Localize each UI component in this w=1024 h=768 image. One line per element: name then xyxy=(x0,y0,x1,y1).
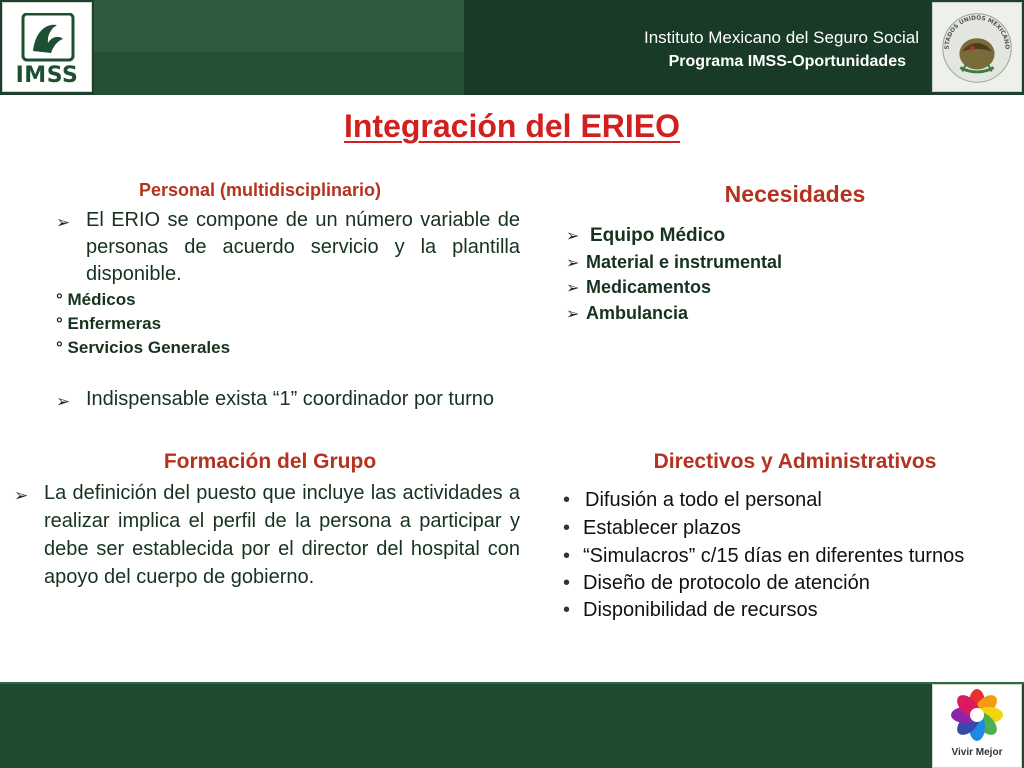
list-item: • Diseño de protocolo de atención xyxy=(563,572,870,594)
dot-bullet-icon: • xyxy=(563,599,571,621)
coordinator-paragraph: ➢ Indispensable exista “1” coordinador por turno xyxy=(56,386,520,413)
header-band xyxy=(94,0,464,52)
imss-eagle-icon xyxy=(21,13,75,63)
list-item: ° Servicios Generales xyxy=(56,338,231,357)
mexico-seal-icon xyxy=(933,3,1021,91)
formacion-heading: Formación del Grupo xyxy=(163,450,377,473)
footer-bar xyxy=(0,682,1024,768)
imss-logo xyxy=(2,2,92,92)
arrow-bullet-icon: ➢ xyxy=(56,392,71,411)
list-item: • “Simulacros” c/15 días en diferentes turnos xyxy=(563,545,965,567)
arrow-bullet-icon: ➢ xyxy=(566,280,580,297)
dot-bullet-icon: • xyxy=(563,572,571,594)
institution-title: Instituto Mexicano del Seguro Social xyxy=(644,28,919,47)
logo-text: IMSS xyxy=(15,63,79,88)
list-item: ➢ Medicamentos xyxy=(566,277,712,297)
directivos-heading: Directivos y Administrativos xyxy=(653,450,937,473)
arrow-bullet-icon: ➢ xyxy=(14,486,29,505)
list-item: ➢ Equipo Médico xyxy=(566,225,726,246)
personal-heading: Personal (multidisciplinario) xyxy=(138,180,382,200)
arrow-bullet-icon: ➢ xyxy=(566,255,580,272)
seal-text: STADOS UNIDOS MEXICANO xyxy=(944,15,1010,50)
list-item: ➢ Ambulancia xyxy=(566,303,689,323)
dot-bullet-icon: • xyxy=(563,517,571,539)
list-item: ➢ Material e instrumental xyxy=(566,252,783,272)
dot-bullet-icon: • xyxy=(563,545,571,567)
list-item: ° Médicos xyxy=(56,290,136,309)
program-subtitle: Programa IMSS-Oportunidades xyxy=(668,53,906,70)
footer-logo-text: Vivir Mejor xyxy=(951,747,1003,758)
personal-paragraph: ➢ El ERIO se compone de un número variable de personas de acuerdo servicio y la plantilla disponible. xyxy=(56,209,520,285)
list-item: • Disponibilidad de recursos xyxy=(563,599,818,621)
arrow-bullet-icon: ➢ xyxy=(566,228,580,245)
national-seal xyxy=(932,2,1022,92)
dot-bullet-icon: • xyxy=(563,489,571,511)
page-title: Integración del ERIEO xyxy=(343,108,681,144)
list-item: ° Enfermeras xyxy=(56,314,162,333)
vivir-mejor-logo xyxy=(932,684,1022,768)
arrow-bullet-icon: ➢ xyxy=(56,213,71,232)
flower-logo-icon xyxy=(933,685,1021,745)
list-item: • Difusión a todo el personal xyxy=(563,489,822,511)
arrow-bullet-icon: ➢ xyxy=(566,306,580,323)
list-item: • Establecer plazos xyxy=(563,517,741,539)
formacion-paragraph: ➢ La definición del puesto que incluye las actividades a realizar implica el perfil de la persona a participar y debe ser establecida por el director del hospital con apoyo del cuerpo de gobierno. xyxy=(14,482,520,588)
necesidades-heading: Necesidades xyxy=(724,181,866,207)
header-band xyxy=(94,52,464,95)
